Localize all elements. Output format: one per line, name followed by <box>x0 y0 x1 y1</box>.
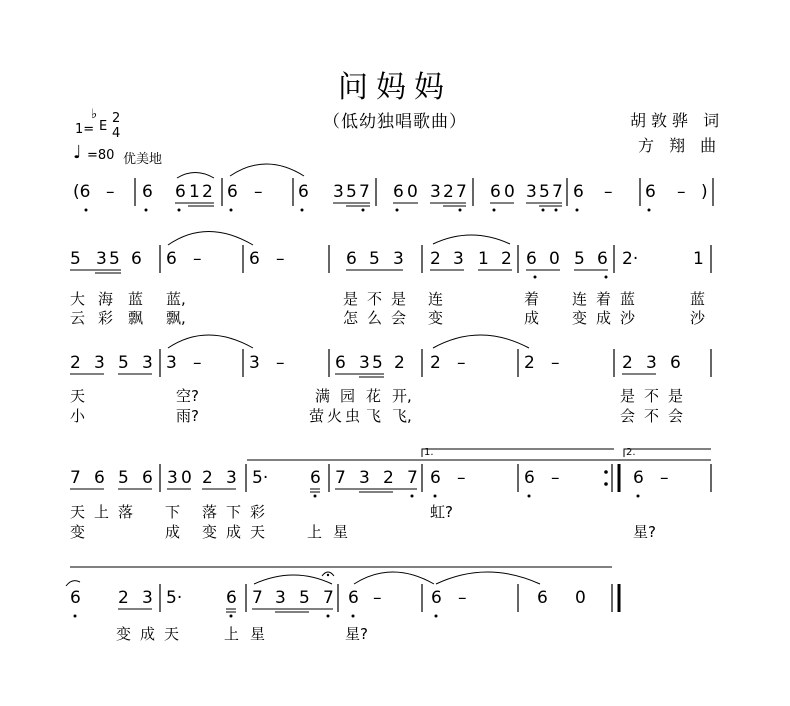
note: 6 <box>142 468 153 488</box>
lyric: 是 <box>620 387 636 405</box>
note: 3 <box>249 353 260 373</box>
note: 6 <box>490 182 501 202</box>
note: 3 <box>453 249 464 269</box>
note: 6 <box>175 182 186 202</box>
note: – <box>457 468 466 488</box>
lyric: 飞, <box>392 407 412 425</box>
lyric: 变 <box>116 625 132 643</box>
note: – <box>458 588 467 608</box>
slurs-row-0 <box>177 164 304 178</box>
note: 3 <box>646 353 657 373</box>
note: 2 <box>622 353 633 373</box>
note: 3 <box>96 249 107 269</box>
note: 3 <box>333 182 344 202</box>
lyric: 上 <box>224 625 240 643</box>
lyric: 大 <box>70 290 86 308</box>
note: 3 <box>430 182 441 202</box>
note: 0 <box>504 182 515 202</box>
lyric: 是 <box>343 290 359 308</box>
note: 6 <box>537 588 548 608</box>
lyric: 成 <box>524 309 540 327</box>
note: 2 <box>524 353 535 373</box>
slurs-row-2 <box>168 335 529 348</box>
note: 5 <box>346 182 357 202</box>
note: 7 <box>359 182 370 202</box>
note: 5 <box>372 353 383 373</box>
lyric: 沙 <box>690 309 706 327</box>
note: 7 <box>552 182 563 202</box>
slurs-row-1 <box>168 232 510 246</box>
note: 2 <box>394 353 405 373</box>
quarter-note-icon: ♩ <box>73 142 82 163</box>
lyric: 天 <box>70 387 86 405</box>
lyric: 雨? <box>176 407 199 425</box>
beams-row-0 <box>175 203 562 206</box>
song-subtitle: （低幼独唱歌曲） <box>323 112 467 132</box>
note: 6 <box>226 588 237 608</box>
octave-dots-row-3 <box>314 495 640 498</box>
barlines-row-4 <box>160 584 612 612</box>
note: – <box>457 353 466 373</box>
lyric: 沙 <box>620 309 636 327</box>
barlines-row-0 <box>135 178 713 206</box>
lyric: 变 <box>428 309 444 327</box>
note: 5· <box>252 468 269 488</box>
note: 6 <box>166 249 177 269</box>
note: 0 <box>407 182 418 202</box>
note: 3 <box>167 468 178 488</box>
note: 6 <box>348 588 359 608</box>
note: – <box>677 182 686 202</box>
note: 5 <box>118 468 129 488</box>
note: 1 <box>693 249 704 269</box>
lyric: 彩 <box>98 309 114 327</box>
note: 6 <box>670 353 681 373</box>
note: 6 <box>573 182 584 202</box>
lyric: 蓝, <box>166 290 186 308</box>
note: 5 <box>369 249 380 269</box>
barlines-row-3 <box>160 464 711 492</box>
note: 2 <box>202 182 213 202</box>
note: 5 <box>70 249 81 269</box>
expression-marking: 优美地 <box>123 152 163 167</box>
note: – <box>106 182 115 202</box>
fermata-dot <box>327 574 329 576</box>
note: 2 <box>70 353 81 373</box>
note: 0 <box>575 588 586 608</box>
lyric: 变 <box>70 523 86 541</box>
octave-dots-row-0 <box>85 209 651 212</box>
note: 2· <box>622 249 639 269</box>
note: 6 <box>431 588 442 608</box>
note: 6 <box>346 249 357 269</box>
note: 6 <box>645 182 656 202</box>
beams-row-4 <box>118 609 333 612</box>
note: – <box>373 588 382 608</box>
slurs-row-4 <box>66 567 612 586</box>
lyric: 开, <box>392 387 412 405</box>
note: 3 <box>142 353 153 373</box>
note: 7 <box>70 468 81 488</box>
lyric: 萤 <box>309 407 325 425</box>
note: 2 <box>501 249 512 269</box>
note: 6 <box>633 468 644 488</box>
note: 2 <box>383 468 394 488</box>
flat-icon: ♭ <box>91 107 98 122</box>
lyric: 变 <box>572 309 588 327</box>
lyric: 落 <box>118 503 134 521</box>
beams-row-2 <box>70 374 656 377</box>
lyric: 下 <box>226 503 242 521</box>
lyric: 星 <box>250 625 266 643</box>
lyric: 连 <box>428 290 444 308</box>
lyric: 着 <box>596 290 612 308</box>
lyric: 小 <box>70 407 86 425</box>
note: 6 <box>131 249 142 269</box>
note: 3 <box>166 353 177 373</box>
note: 7 <box>323 588 334 608</box>
note: 5· <box>166 588 183 608</box>
note: 6 <box>227 182 238 202</box>
lyric: 会 <box>668 407 684 425</box>
note: 2 <box>430 353 441 373</box>
key-prefix: 1= <box>75 122 95 137</box>
note: 5 <box>118 353 129 373</box>
lyric: 蓝 <box>690 290 706 308</box>
note: 6 <box>597 249 608 269</box>
note: 6 <box>249 249 260 269</box>
lyric: 会 <box>620 407 636 425</box>
note: 0 <box>549 249 560 269</box>
beams-row-3 <box>70 489 417 492</box>
lyric: 上 <box>94 503 110 521</box>
beams-row-1 <box>70 270 608 273</box>
lyric: 星 <box>333 523 349 541</box>
lyric: 蓝 <box>128 290 144 308</box>
composer-credit: 方 翔 曲 <box>638 136 722 155</box>
note: (6 <box>73 182 91 202</box>
note: 6 <box>310 468 321 488</box>
note: 6 <box>142 182 153 202</box>
note: 6 <box>70 588 81 608</box>
lyric: 连 <box>572 290 588 308</box>
note: 7 <box>335 468 346 488</box>
note: – <box>604 182 613 202</box>
barlines-row-2 <box>160 349 711 377</box>
lyric: 虫 <box>345 407 361 425</box>
lyric: 天 <box>164 625 180 643</box>
lyric: 怎 <box>343 309 359 327</box>
lyric: 天 <box>70 503 86 521</box>
lyric: 不 <box>367 290 383 308</box>
volta-1-label: 1. <box>424 447 434 458</box>
note: 6 <box>430 468 441 488</box>
lyric: 不 <box>644 407 660 425</box>
lyric: 飞 <box>366 407 382 425</box>
lyric: 会 <box>391 309 407 327</box>
note: 7 <box>456 182 467 202</box>
note: 5 <box>539 182 550 202</box>
note: 3 <box>526 182 537 202</box>
note: 2 <box>118 588 129 608</box>
note: 3 <box>359 353 370 373</box>
note: 2 <box>443 182 454 202</box>
lyric: 虹? <box>430 503 453 521</box>
note: – <box>276 353 285 373</box>
note: 6 <box>298 182 309 202</box>
volta-2-label: 2. <box>626 447 636 458</box>
song-title: 问妈妈 <box>338 70 452 105</box>
note: – <box>551 468 560 488</box>
note: 3 <box>142 588 153 608</box>
note: 1 <box>478 249 489 269</box>
lyric: 是 <box>391 290 407 308</box>
lyric: 着 <box>524 290 540 308</box>
note: 0 <box>181 468 192 488</box>
lyric: 不 <box>644 387 660 405</box>
lyric: 成 <box>596 309 612 327</box>
lyric: 成 <box>226 523 242 541</box>
lyric: 云 <box>70 309 86 327</box>
lyricist-credit: 胡敦骅 词 <box>630 111 725 130</box>
barlines-row-1 <box>160 245 711 273</box>
note: 5 <box>574 249 585 269</box>
note: 3 <box>94 353 105 373</box>
lyric: 么 <box>367 309 383 327</box>
note: 2 <box>430 249 441 269</box>
note: – <box>254 182 263 202</box>
lyric: 天 <box>250 523 266 541</box>
note: – <box>193 353 202 373</box>
note: 6 <box>526 249 537 269</box>
note: – <box>551 353 560 373</box>
lyric: 火 <box>327 407 343 425</box>
note: 6 <box>335 353 346 373</box>
lyric: 满 <box>315 387 331 405</box>
lyric: 空? <box>176 387 199 405</box>
note: 3 <box>359 468 370 488</box>
lyric: 星? <box>345 625 368 643</box>
repeat-dots <box>604 470 608 486</box>
note: 6 <box>94 468 105 488</box>
lyric: 飘 <box>128 309 144 327</box>
note: ) <box>701 182 708 202</box>
note: 5 <box>109 249 120 269</box>
octave-dots-row-1 <box>534 276 608 279</box>
lyric: 星? <box>633 523 656 541</box>
lyric: 是 <box>668 387 684 405</box>
time-signature-top: 2 <box>112 111 121 126</box>
lyric: 飘, <box>166 309 186 327</box>
note: 3 <box>393 249 404 269</box>
note: 3 <box>226 468 237 488</box>
lyric: 成 <box>165 523 181 541</box>
lyric: 上 <box>307 523 323 541</box>
lyric: 蓝 <box>620 290 636 308</box>
note: 2 <box>202 468 213 488</box>
lyric: 下 <box>165 503 181 521</box>
note: – <box>660 468 669 488</box>
tempo-value: =80 <box>87 148 115 163</box>
note: 7 <box>407 468 418 488</box>
note: 6 <box>393 182 404 202</box>
volta-brackets <box>422 449 711 457</box>
note: – <box>193 249 202 269</box>
lyric: 海 <box>98 290 114 308</box>
lyric: 成 <box>140 625 156 643</box>
lyric: 园 <box>340 387 356 405</box>
lyric: 变 <box>202 523 218 541</box>
lyric: 花 <box>366 387 382 405</box>
note: 1 <box>189 182 200 202</box>
note: 7 <box>252 588 263 608</box>
lyric: 落 <box>202 503 218 521</box>
time-signature-bottom: 4 <box>112 126 121 141</box>
note: 6 <box>524 468 535 488</box>
note: 3 <box>275 588 286 608</box>
key-note: E <box>99 119 108 134</box>
lyric: 彩 <box>250 503 266 521</box>
octave-dots-row-4 <box>74 615 438 618</box>
note: 5 <box>299 588 310 608</box>
note: – <box>276 249 285 269</box>
